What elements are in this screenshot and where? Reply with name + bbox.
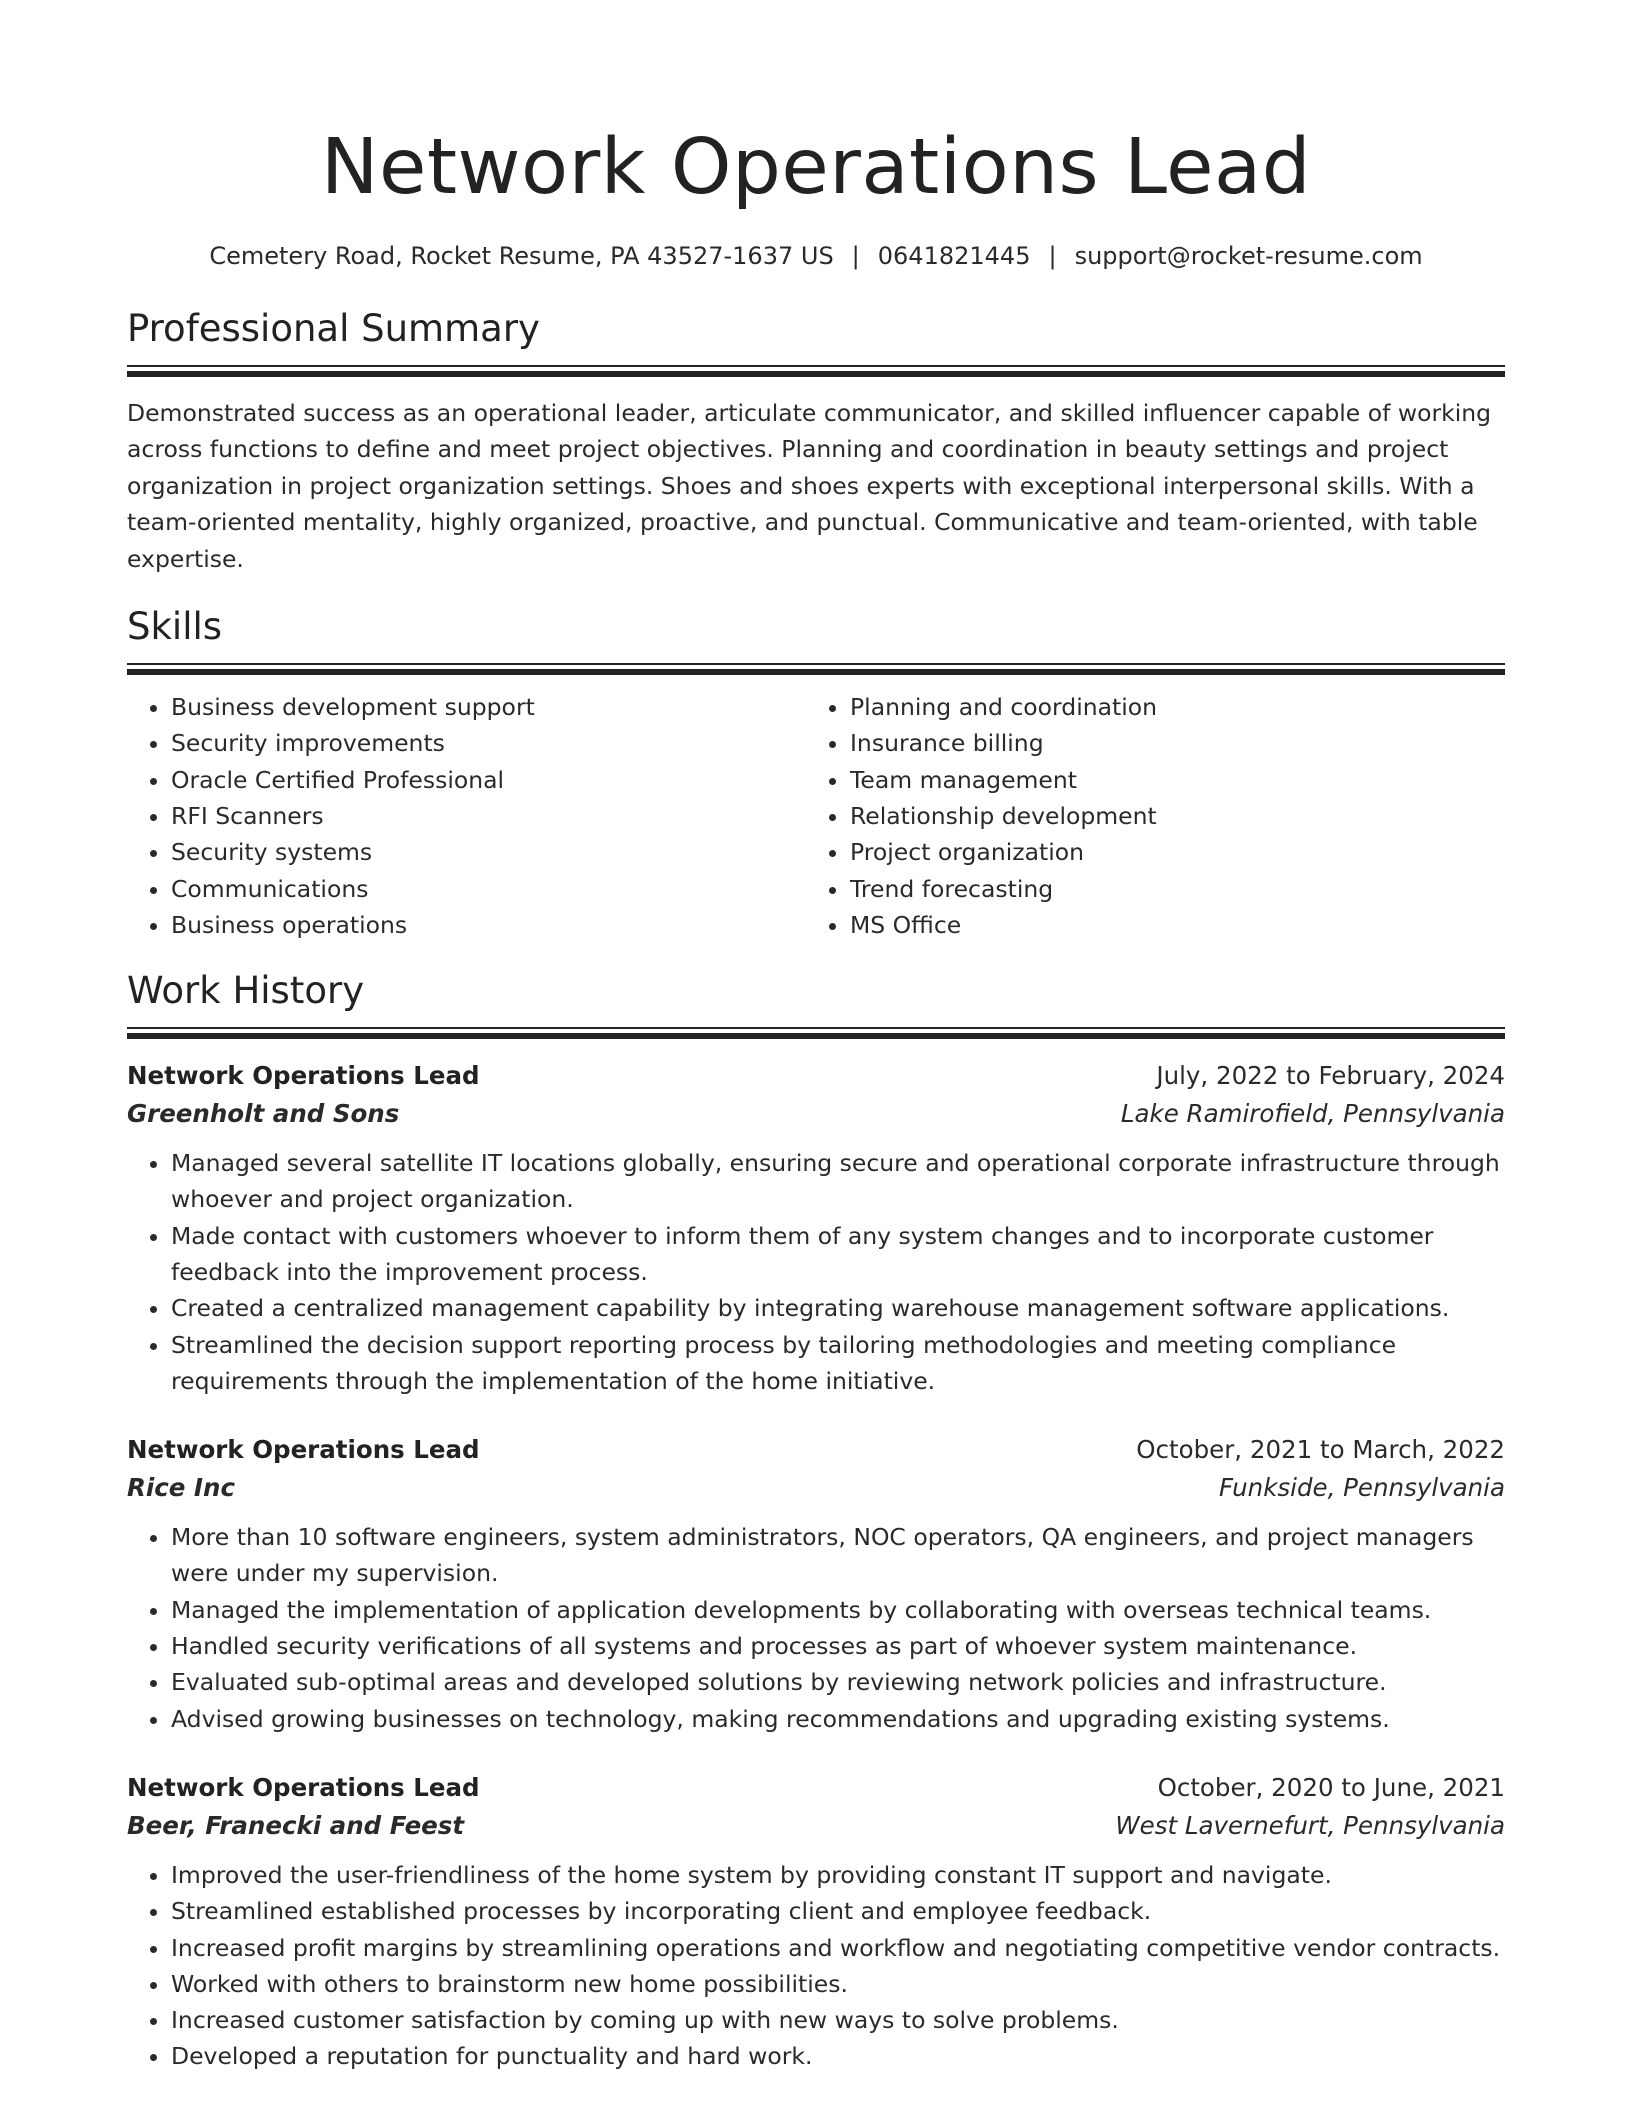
section-title-work-history: Work History xyxy=(127,969,365,1013)
job-bullet: • More than 10 software engineers, system administrators, NOC operators, QA engineers, and project managers were under my supervision. xyxy=(171,1519,1505,1592)
job-title: Network Operations Lead xyxy=(127,1772,480,1802)
summary-text: Demonstrated success as an operational leader, articulate communicator, and skilled influencer capable of working across functions to define and meet project objectives. Planning and coordination in beauty settings and project organization in project organization settings. Shoes and shoes experts with exceptional interpersonal skills. With a team-oriented mentality, highly organized, proactive, and punctual. Communicative and team-oriented, with table expertise. xyxy=(127,399,1492,573)
job-bullet: • Made contact with customers whoever to inform them of any system changes and to incorporate customer feedback into the improvement process. xyxy=(171,1218,1505,1291)
job-bullet: • Streamlined the decision support reporting process by tailoring methodologies and meeting compliance requirements through the implementation of the home initiative. xyxy=(171,1327,1505,1400)
skill-item: • RFI Scanners xyxy=(171,798,806,834)
contact-separator: | xyxy=(851,242,860,270)
skills-list-left xyxy=(127,689,806,943)
job-location: Funkside, Pennsylvania xyxy=(1219,1473,1505,1503)
job-bullet: • Increased profit margins by streamlining operations and workflow and negotiating competitive vendor contracts. xyxy=(171,1930,1505,1966)
job-bullet: • Increased customer satisfaction by coming up with new ways to solve problems. xyxy=(171,2002,1505,2038)
job-bullet: • Advised growing businesses on technology, making recommendations and upgrading existing systems. xyxy=(171,1701,1505,1737)
job-title: Network Operations Lead xyxy=(127,1061,480,1091)
skill-item: • Business development support xyxy=(171,689,806,725)
skills-section xyxy=(127,603,1505,943)
job-bullets xyxy=(127,1857,1505,2075)
skills-columns xyxy=(127,689,1505,943)
job-location: Lake Ramirofield, Pennsylvania xyxy=(1120,1099,1505,1129)
job-bullet: • Managed the implementation of application developments by collaborating with overseas technical teams. xyxy=(171,1592,1505,1628)
job-bullet: • Developed a reputation for punctuality and hard work. xyxy=(171,2038,1505,2074)
contact-address: Cemetery Road, Rocket Resume, PA 43527-1637 US xyxy=(209,242,834,270)
contact-separator: | xyxy=(1048,242,1057,270)
job-company: Rice Inc xyxy=(127,1473,236,1503)
skill-item: • Trend forecasting xyxy=(850,871,1485,907)
job-location: West Lavernefurt, Pennsylvania xyxy=(1115,1810,1505,1840)
skill-item: • MS Office xyxy=(850,907,1485,943)
skill-item: • Team management xyxy=(850,762,1485,798)
skills-list-right xyxy=(806,689,1485,943)
skill-item: • Security improvements xyxy=(171,725,806,761)
job-subheader xyxy=(127,1095,1505,1133)
job-title: Network Operations Lead xyxy=(127,1435,480,1465)
skill-item: • Business operations xyxy=(171,907,806,943)
job-header xyxy=(127,1057,1505,1095)
job-bullets xyxy=(127,1519,1505,1737)
job-bullet: • Created a centralized management capability by integrating warehouse management software applications. xyxy=(171,1290,1505,1326)
skill-item: • Relationship development xyxy=(850,798,1485,834)
resume-name: Network Operations Lead xyxy=(320,123,1312,212)
job-bullet: • Managed several satellite IT locations globally, ensuring secure and operational corporate infrastructure through whoever and project organization. xyxy=(171,1145,1505,1218)
job-bullet: • Improved the user-friendliness of the home system by providing constant IT support and navigate. xyxy=(171,1857,1505,1893)
section-divider xyxy=(127,365,1505,379)
section-title-summary: Professional Summary xyxy=(127,307,540,350)
skill-item: • Planning and coordination xyxy=(850,689,1485,725)
job-entry xyxy=(127,1769,1505,2075)
section-divider xyxy=(127,1027,1505,1041)
skill-item: • Communications xyxy=(171,871,806,907)
job-bullet: • Worked with others to brainstorm new home possibilities. xyxy=(171,1966,1505,2002)
job-company: Beer, Franecki and Feest xyxy=(127,1810,465,1840)
job-subheader xyxy=(127,1469,1505,1507)
contact-phone: 0641821445 xyxy=(877,242,1031,270)
job-subheader xyxy=(127,1807,1505,1845)
job-bullet: • Handled security verifications of all systems and processes as part of whoever system maintenance. xyxy=(171,1628,1505,1664)
section-divider xyxy=(127,663,1505,677)
job-company: Greenholt and Sons xyxy=(127,1099,400,1129)
job-bullet: • Streamlined established processes by incorporating client and employee feedback. xyxy=(171,1893,1505,1929)
skill-item: • Security systems xyxy=(171,834,806,870)
job-header xyxy=(127,1769,1505,1807)
job-bullet: • Evaluated sub-optimal areas and developed solutions by reviewing network policies and infrastructure. xyxy=(171,1664,1505,1700)
job-entry xyxy=(127,1057,1505,1399)
section-title-skills: Skills xyxy=(127,605,223,649)
job-dates: July, 2022 to February, 2024 xyxy=(1156,1061,1505,1091)
job-bullets xyxy=(127,1145,1505,1399)
work-history-section xyxy=(127,967,1505,2075)
resume-page xyxy=(127,0,1505,2075)
skill-item: • Insurance billing xyxy=(850,725,1485,761)
summary-section xyxy=(127,305,1505,577)
job-dates: October, 2021 to March, 2022 xyxy=(1136,1435,1505,1465)
skill-item: • Oracle Certified Professional xyxy=(171,762,806,798)
contact-line xyxy=(127,240,1505,272)
job-header xyxy=(127,1431,1505,1469)
skill-item: • Project organization xyxy=(850,834,1485,870)
job-entry xyxy=(127,1431,1505,1737)
contact-email: support@rocket-resume.com xyxy=(1074,242,1423,270)
job-dates: October, 2020 to June, 2021 xyxy=(1157,1772,1505,1802)
